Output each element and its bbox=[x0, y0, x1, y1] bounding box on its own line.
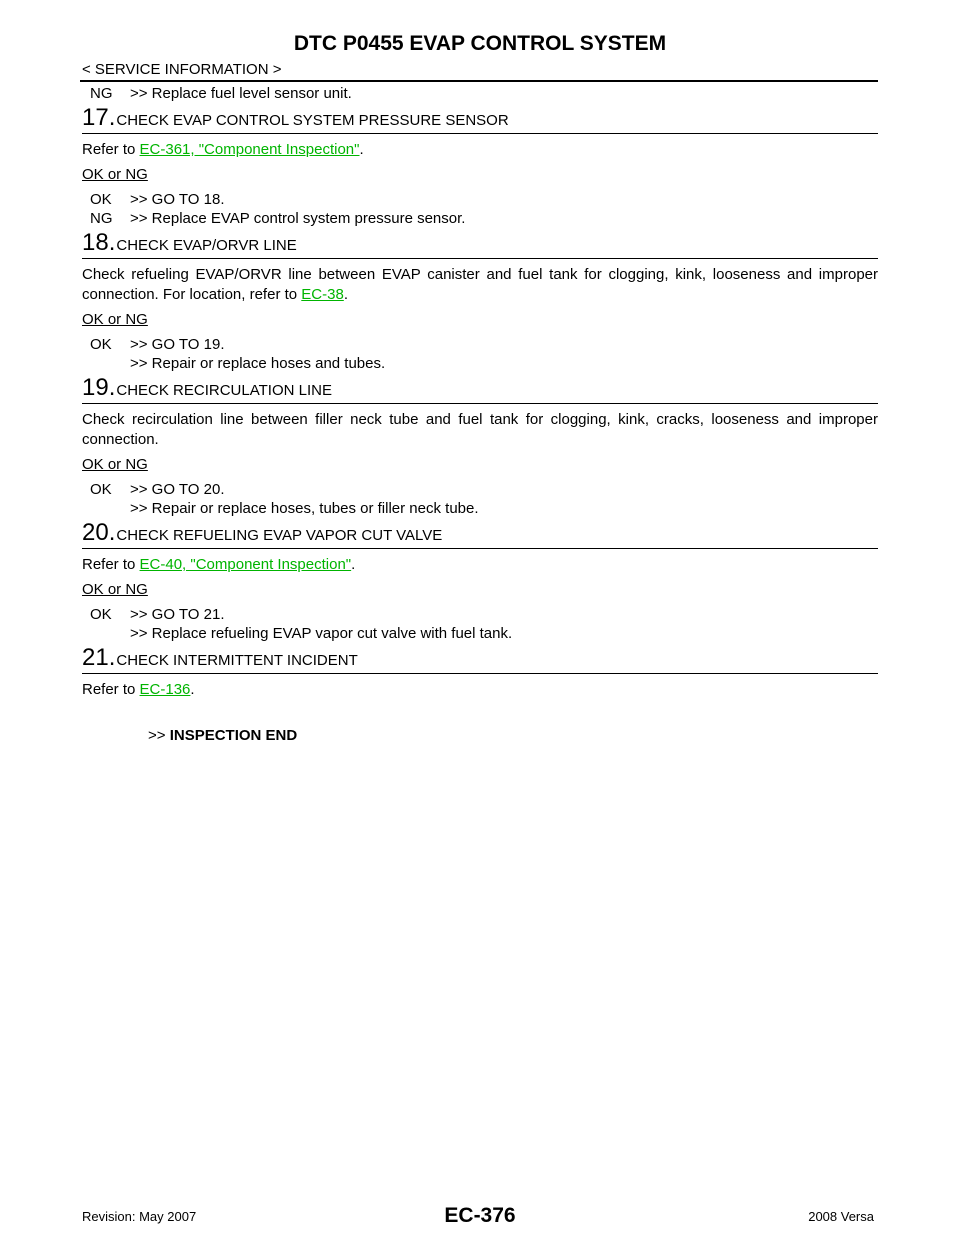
step-dot: . bbox=[108, 644, 116, 671]
step-instruction bbox=[82, 680, 878, 700]
instruction-text: Refer to bbox=[82, 681, 140, 698]
result-row bbox=[82, 480, 878, 499]
step-17 bbox=[82, 105, 878, 228]
step-19 bbox=[82, 375, 878, 518]
step-title: CHECK EVAP/ORVR LINE bbox=[116, 237, 297, 254]
step-heading bbox=[82, 105, 878, 134]
inspection-end bbox=[82, 726, 878, 745]
reference-link[interactable]: EC-38 bbox=[301, 286, 344, 303]
intro-result-row bbox=[82, 84, 878, 103]
result-action: >> Replace EVAP control system pressure sensor. bbox=[130, 210, 466, 227]
page-title: DTC P0455 EVAP CONTROL SYSTEM bbox=[293, 32, 667, 55]
instruction-text: Refer to bbox=[82, 141, 140, 158]
ok-or-ng-label: OK or NG bbox=[82, 456, 148, 473]
step-heading bbox=[82, 645, 878, 674]
result-action: >> GO TO 20. bbox=[130, 481, 225, 498]
step-instruction bbox=[82, 140, 878, 160]
reference-link[interactable]: EC-361, "Component Inspection" bbox=[139, 141, 360, 158]
result-code: OK bbox=[90, 481, 112, 498]
result-action: >> Repair or replace hoses, tubes or filler neck tube. bbox=[130, 500, 479, 517]
step-dot: . bbox=[108, 374, 116, 401]
step-18 bbox=[82, 230, 878, 373]
end-prefix: >> bbox=[148, 727, 170, 744]
step-instruction bbox=[82, 265, 878, 305]
result-row bbox=[82, 190, 878, 209]
step-title: CHECK INTERMITTENT INCIDENT bbox=[116, 652, 358, 669]
result-code: OK bbox=[90, 191, 112, 208]
reference-link[interactable]: EC-136 bbox=[139, 681, 191, 698]
step-number: 19 bbox=[82, 374, 109, 401]
result-row bbox=[82, 624, 878, 643]
instruction-text-end: . bbox=[190, 681, 195, 698]
result-code bbox=[82, 624, 130, 643]
step-dot: . bbox=[108, 104, 116, 131]
result-row bbox=[82, 354, 878, 373]
result-row bbox=[82, 209, 878, 228]
result-action: >> GO TO 18. bbox=[130, 191, 225, 208]
section-breadcrumb: < SERVICE INFORMATION > bbox=[82, 61, 282, 78]
step-title: CHECK EVAP CONTROL SYSTEM PRESSURE SENSOR bbox=[116, 112, 509, 129]
step-heading bbox=[82, 375, 878, 404]
result-code bbox=[82, 354, 130, 373]
step-instruction bbox=[82, 555, 878, 575]
step-20 bbox=[82, 520, 878, 643]
result-action: >> Replace refueling EVAP vapor cut valve with fuel tank. bbox=[130, 625, 513, 642]
ok-or-ng-label: OK or NG bbox=[82, 311, 148, 328]
instruction-text: Refer to bbox=[82, 556, 140, 573]
result-action: >> Replace fuel level sensor unit. bbox=[130, 85, 352, 102]
step-dot: . bbox=[108, 519, 116, 546]
ok-or-ng-label: OK or NG bbox=[82, 581, 148, 598]
step-title: CHECK REFUELING EVAP VAPOR CUT VALVE bbox=[116, 527, 443, 544]
result-row bbox=[82, 335, 878, 354]
step-instruction bbox=[82, 410, 878, 450]
result-action: >> GO TO 19. bbox=[130, 336, 225, 353]
step-number: 21 bbox=[82, 644, 109, 671]
steps-list bbox=[82, 105, 878, 700]
page-number: EC-376 bbox=[444, 1204, 516, 1227]
step-number: 18 bbox=[82, 229, 109, 256]
result-action: >> GO TO 21. bbox=[130, 606, 225, 623]
instruction-text: Check refueling EVAP/ORVR line between EVAP canister and fuel tank for clogging, kink, looseness and improper connection. For location, refer to bbox=[82, 266, 878, 303]
result-code: NG bbox=[90, 210, 113, 227]
document-body bbox=[82, 84, 878, 745]
step-dot: . bbox=[108, 229, 116, 256]
footer-model: 2008 Versa bbox=[808, 1209, 874, 1224]
result-code: OK bbox=[90, 336, 112, 353]
instruction-text-end: . bbox=[343, 286, 348, 303]
step-number: 17 bbox=[82, 104, 109, 131]
instruction-text: Check recirculation line between filler neck tube and fuel tank for clogging, kink, cracks, looseness and improper connection. bbox=[82, 411, 878, 448]
step-21 bbox=[82, 645, 878, 700]
end-label: INSPECTION END bbox=[169, 727, 298, 744]
result-code bbox=[82, 499, 130, 518]
result-row bbox=[82, 499, 878, 518]
result-code: NG bbox=[90, 85, 113, 102]
header-rule bbox=[80, 80, 878, 82]
footer-revision: Revision: May 2007 bbox=[82, 1209, 197, 1224]
result-action: >> Repair or replace hoses and tubes. bbox=[130, 355, 386, 372]
instruction-text-end: . bbox=[351, 556, 356, 573]
step-title: CHECK RECIRCULATION LINE bbox=[116, 382, 332, 399]
ok-or-ng-label: OK or NG bbox=[82, 166, 148, 183]
result-code: OK bbox=[90, 606, 112, 623]
step-heading bbox=[82, 230, 878, 259]
step-heading bbox=[82, 520, 878, 549]
result-row bbox=[82, 605, 878, 624]
step-number: 20 bbox=[82, 519, 109, 546]
reference-link[interactable]: EC-40, "Component Inspection" bbox=[139, 556, 352, 573]
instruction-text-end: . bbox=[359, 141, 364, 158]
